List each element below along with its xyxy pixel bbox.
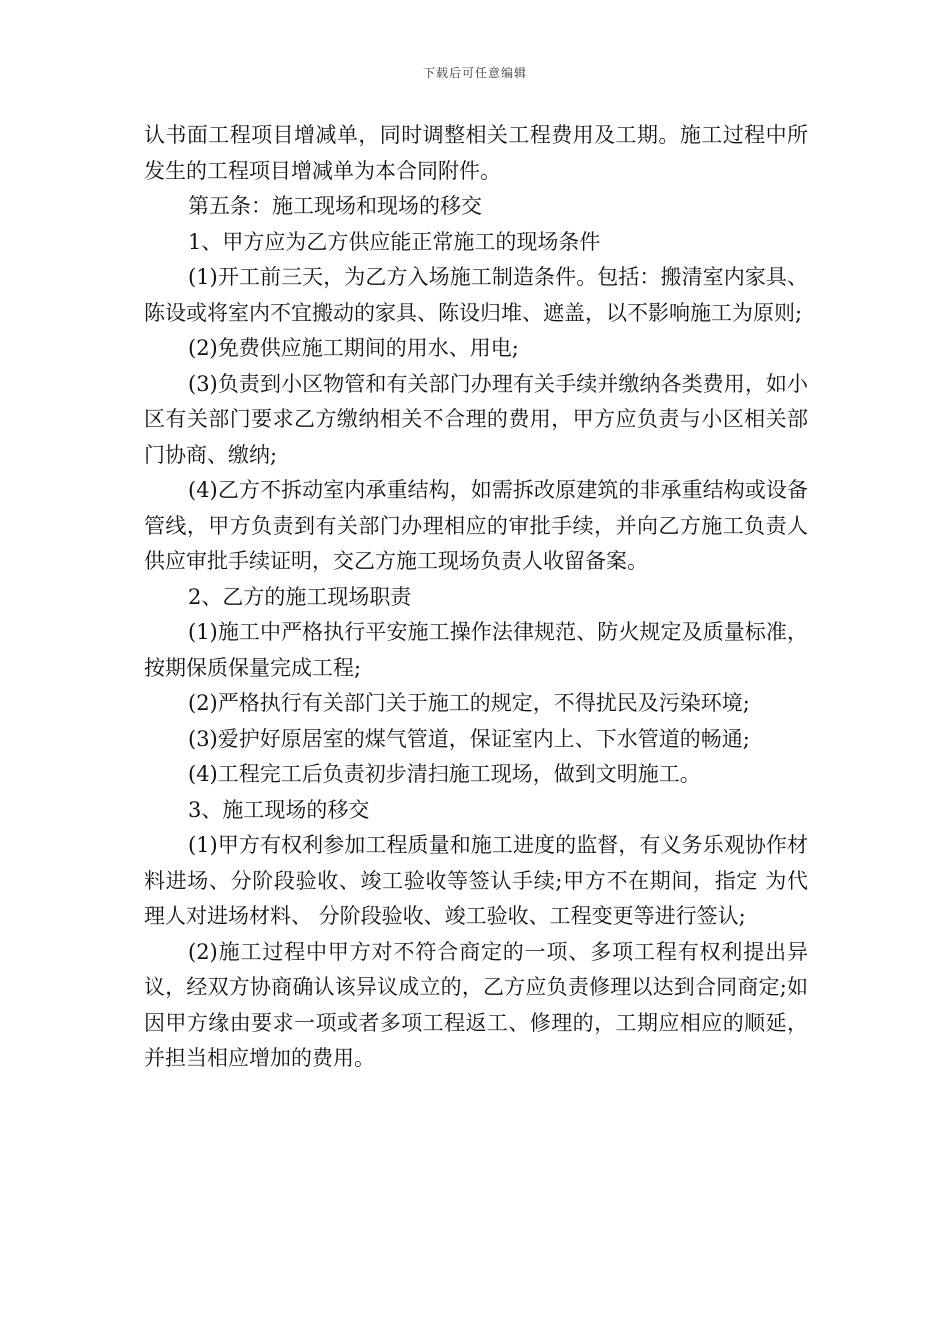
paragraph-1-2: (2)免费供应施工期间的用水、用电;: [188, 336, 519, 360]
paragraph-2-3: (3)爱护好原居室的煤气管道，保证室内上、下水管道的畅通;: [188, 726, 750, 751]
section-heading-article-5: 第五条：施工现场和现场的移交: [188, 194, 482, 218]
subsection-heading-3: 3、施工现场的移交: [188, 797, 370, 822]
paragraph-2-1: (1)施工中严格执行平安施工操作法律规范、防火规定及质量标准，按期保质保量完成工程;: [144, 620, 808, 680]
document-body: [144, 118, 808, 1077]
paragraph-2-4: (4)工程完工后负责初步清扫施工现场，做到文明施工。: [188, 762, 701, 786]
subsection-heading-1: 1、甲方应为乙方供应能正常施工的现场条件: [188, 229, 601, 254]
paragraph-3-2: (2)施工过程中甲方对不符合商定的一项、多项工程有权利提出异议，经双方协商确认该异议成立的，乙方应负责修理以达到合同商定;如因甲方缘由要求一项或者多项工程返工、修理的，工期应相应的顺延，并担当相应增加的费用。: [144, 939, 808, 1070]
paragraph-1-3: (3)负责到小区物管和有关部门办理有关手续并缴纳各类费用，如小区有关部门要求乙方缴纳相关不合理的费用，甲方应负责与小区相关部门协商、缴纳;: [144, 371, 808, 467]
paragraph-3-1: (1)甲方有权利参加工程质量和施工进度的监督，有义务乐观协作材料进场、分阶段验收、竣工验收等签认手续;甲方不在期间，指定 为代理人对进场材料、 分阶段验收、竣工验收、工程变更等进行签认;: [144, 833, 808, 928]
paragraph-1-4: (4)乙方不拆动室内承重结构，如需拆改原建筑的非承重结构或设备管线，甲方负责到有关部门办理相应的审批手续，并向乙方施工负责人供应审批手续证明，交乙方施工现场负责人收留备案。: [144, 478, 808, 573]
paragraph-1: 认书面工程项目增减单，同时调整相关工程费用及工期。施工过程中所发生的工程项目增减单为本合同附件。: [144, 123, 808, 183]
paragraph-2-2: (2)严格执行有关部门关于施工的规定，不得扰民及污染环境;: [188, 691, 750, 715]
paragraph-1-1: (1)开工前三天，为乙方入场施工制造条件。包括：搬清室内家具、陈设或将室内不宜搬动的家具、陈设归堆、遮盖，以不影响施工为原则;: [144, 265, 808, 325]
subsection-heading-2: 2、乙方的施工现场职责: [188, 584, 412, 609]
page-header-note: 下载后可任意编辑: [422, 66, 527, 80]
